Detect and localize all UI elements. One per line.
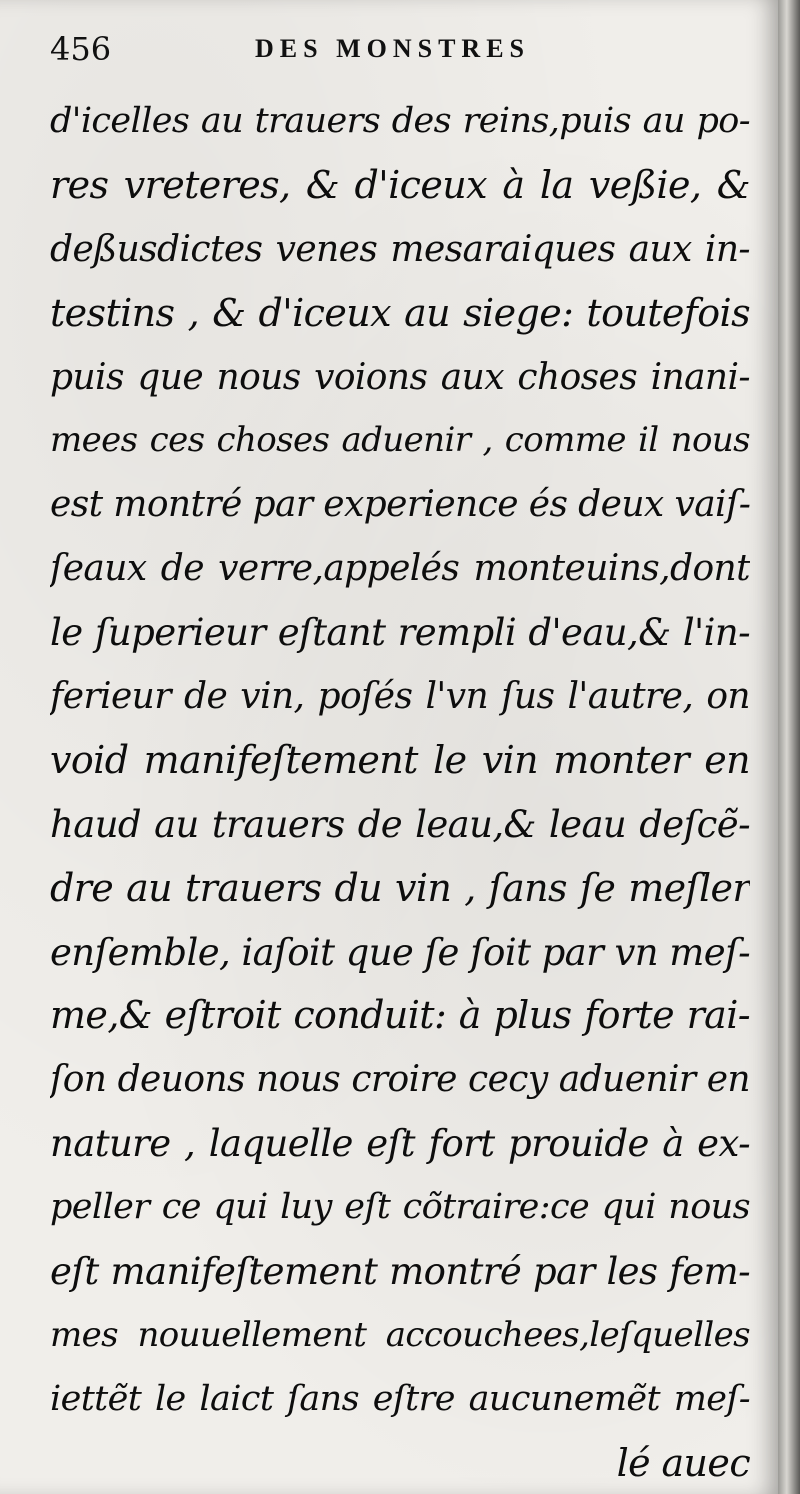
text-line: testins , & d'iceux au siege: toutefois xyxy=(50,290,750,335)
text-line: peller ce qui luy eſt cõtraire:ce qui nous xyxy=(50,1187,750,1228)
text-line: ferieur de vin, poſés l'vn ſus l'autre, on xyxy=(50,676,750,718)
text-line: est montré par experience és deux vaiſ- xyxy=(50,484,750,526)
body-text xyxy=(50,90,750,1494)
running-head xyxy=(50,28,750,68)
text-line: enſemble, iaſoit que ſe ſoit par vn meſ- xyxy=(50,930,750,974)
text-line: ſeaux de verre,appelés monteuins,dont xyxy=(50,548,750,590)
page-number: 456 xyxy=(50,30,112,68)
text-line: iettẽt le laict ſans eſtre aucunemẽt meſ- xyxy=(50,1378,750,1419)
text-line: ſon deuons nous croire cecy aduenir en xyxy=(50,1059,750,1101)
text-line: dre au trauers du vin , ſans ſe meſler xyxy=(50,865,750,910)
page-gutter-shadow xyxy=(778,0,800,1494)
text-line: res vreteres, & d'iceux à la veßie, & xyxy=(50,162,750,207)
text-line: eſt manifeſtement montré par les fem- xyxy=(50,1250,750,1294)
text-line: mes nouuellement accouchees,leſquelles xyxy=(50,1314,750,1355)
text-line: mees ces choses aduenir , comme il nous xyxy=(50,420,750,461)
running-title: DES MONSTRES xyxy=(255,34,530,63)
text-line: haud au trauers de leau,& leau deſcẽ- xyxy=(50,802,750,846)
catchword-line: lé auec xyxy=(616,1440,750,1485)
text-line: deßusdictes venes mesaraiques aux in- xyxy=(50,228,750,270)
text-line: nature , laquelle eſt fort prouide à ex- xyxy=(50,1122,750,1166)
text-line: d'icelles au trauers des reins,puis au po- xyxy=(50,101,750,141)
text-line: puis que nous voions aux choses inani- xyxy=(50,356,750,398)
text-line: me,& eſtroit conduit: à plus forte rai- xyxy=(50,993,750,1038)
text-line: le ſuperieur eſtant rempli d'eau,& l'in- xyxy=(50,611,750,655)
text-line: void manifeſtement le vin monter en xyxy=(50,737,750,782)
